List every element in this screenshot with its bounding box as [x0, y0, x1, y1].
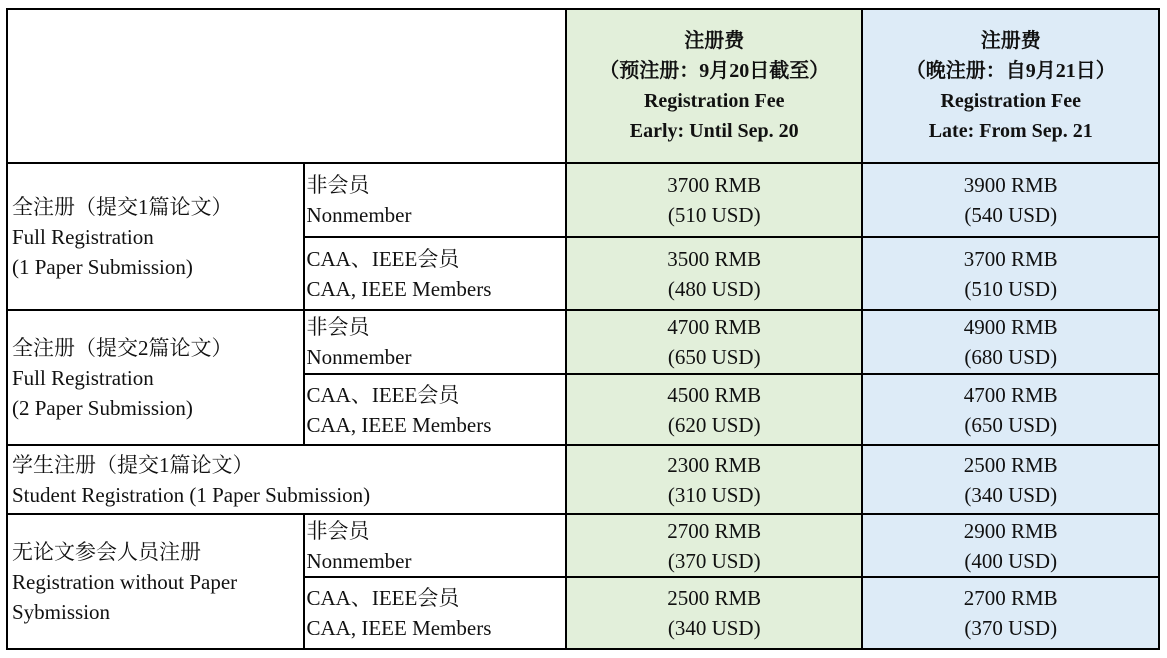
- early-header-line-2: （预注册：9月20日截至）: [599, 60, 830, 82]
- early-fee-cell: [566, 577, 863, 649]
- fee-rmb: 3900 RMB: [963, 173, 1058, 197]
- membership-label-en: Nonmember: [306, 203, 412, 227]
- late-header-line-1: 注册费: [980, 30, 1041, 52]
- fee-rmb: 2300 RMB: [667, 452, 762, 477]
- category-label-en: Full Registration: [12, 224, 154, 249]
- fee-usd: (650 USD): [667, 345, 761, 369]
- late-fee-header: [862, 9, 1159, 163]
- category-cell-no-paper: [7, 514, 304, 649]
- membership-label-en: CAA, IEEE Members: [306, 616, 492, 640]
- category-label-en-detail: (2 Paper Submission): [12, 395, 193, 420]
- fee-usd: (620 USD): [667, 412, 761, 437]
- fee-usd: (310 USD): [667, 482, 761, 507]
- fee-usd: (510 USD): [667, 203, 761, 227]
- table-row: [7, 445, 1159, 514]
- fee-usd: (370 USD): [667, 548, 761, 573]
- fee-rmb: 3500 RMB: [667, 246, 762, 271]
- fee-rmb: 3700 RMB: [963, 246, 1058, 271]
- fee-usd: (650 USD): [964, 412, 1058, 437]
- category-label-en-detail: Sybmission: [12, 599, 111, 624]
- fee-usd: (480 USD): [667, 276, 761, 301]
- fee-rmb: 2500 RMB: [963, 452, 1058, 477]
- registration-fee-table: [6, 8, 1160, 650]
- membership-cell: [304, 374, 566, 445]
- table-row: [7, 163, 1159, 237]
- category-label-en: Student Registration (1 Paper Submission): [12, 482, 371, 507]
- membership-cell: [304, 237, 566, 310]
- fee-rmb: 4500 RMB: [667, 382, 762, 407]
- early-header-line-1: 注册费: [684, 30, 745, 52]
- early-fee-cell: [566, 237, 863, 310]
- late-header-line-4: Late: From Sep. 21: [928, 120, 1093, 142]
- fee-rmb: 4700 RMB: [963, 382, 1058, 407]
- late-fee-cell: [862, 577, 1159, 649]
- membership-label-zh: 非会员: [306, 315, 370, 339]
- fee-rmb: 4700 RMB: [667, 315, 762, 339]
- late-header-line-2: （晚注册：自9月21日）: [905, 60, 1116, 82]
- fee-usd: (340 USD): [667, 616, 761, 640]
- membership-label-zh: CAA、IEEE会员: [306, 382, 460, 407]
- membership-cell: [304, 310, 566, 374]
- early-header-line-3: Registration Fee: [643, 90, 785, 112]
- table-row: [7, 514, 1159, 577]
- fee-rmb: 2700 RMB: [963, 586, 1058, 610]
- early-fee-header: [566, 9, 863, 163]
- fee-usd: (510 USD): [964, 276, 1058, 301]
- category-label-zh: 全注册（提交1篇论文）: [12, 194, 233, 219]
- category-label-en: Registration without Paper: [12, 569, 238, 594]
- fee-rmb: 4900 RMB: [963, 315, 1058, 339]
- late-fee-cell: [862, 310, 1159, 374]
- late-fee-cell: [862, 514, 1159, 577]
- membership-label-zh: CAA、IEEE会员: [306, 586, 460, 610]
- category-label-zh: 学生注册（提交1篇论文）: [12, 452, 254, 477]
- fee-rmb: 3700 RMB: [667, 173, 762, 197]
- fee-rmb: 2500 RMB: [667, 586, 762, 610]
- membership-label-zh: 非会员: [306, 173, 370, 197]
- fee-usd: (340 USD): [964, 482, 1058, 507]
- category-cell-student: [7, 445, 566, 514]
- late-fee-cell: [862, 445, 1159, 514]
- category-label-en-detail: (1 Paper Submission): [12, 254, 193, 279]
- early-header-line-4: Early: Until Sep. 20: [629, 120, 799, 142]
- early-fee-cell: [566, 445, 863, 514]
- membership-label-en: Nonmember: [306, 548, 412, 573]
- table-row: [7, 310, 1159, 374]
- category-cell-full-2-paper: [7, 310, 304, 445]
- membership-label-en: CAA, IEEE Members: [306, 276, 492, 301]
- late-fee-cell: [862, 374, 1159, 445]
- category-label-zh: 全注册（提交2篇论文）: [12, 335, 233, 360]
- fee-rmb: 2900 RMB: [963, 518, 1058, 543]
- membership-label-zh: CAA、IEEE会员: [306, 246, 460, 271]
- category-label-en: Full Registration: [12, 365, 154, 390]
- table-header-row: [7, 9, 1159, 163]
- fee-usd: (540 USD): [964, 203, 1058, 227]
- membership-label-en: CAA, IEEE Members: [306, 412, 492, 437]
- fee-usd: (680 USD): [964, 345, 1058, 369]
- fee-usd: (400 USD): [964, 548, 1058, 573]
- late-fee-cell: [862, 237, 1159, 310]
- membership-cell: [304, 514, 566, 577]
- late-fee-cell: [862, 163, 1159, 237]
- category-cell-full-1-paper: [7, 163, 304, 310]
- registration-fee-table-wrapper: [6, 8, 1160, 650]
- membership-cell: [304, 577, 566, 649]
- fee-rmb: 2700 RMB: [667, 518, 762, 543]
- early-fee-cell: [566, 310, 863, 374]
- category-label-zh: 无论文参会人员注册: [12, 539, 201, 564]
- membership-label-en: Nonmember: [306, 345, 412, 369]
- early-fee-cell: [566, 514, 863, 577]
- fee-usd: (370 USD): [964, 616, 1058, 640]
- membership-cell: [304, 163, 566, 237]
- header-blank-cell: [7, 9, 566, 163]
- membership-label-zh: 非会员: [306, 518, 370, 543]
- late-header-line-3: Registration Fee: [940, 90, 1081, 112]
- early-fee-cell: [566, 374, 863, 445]
- early-fee-cell: [566, 163, 863, 237]
